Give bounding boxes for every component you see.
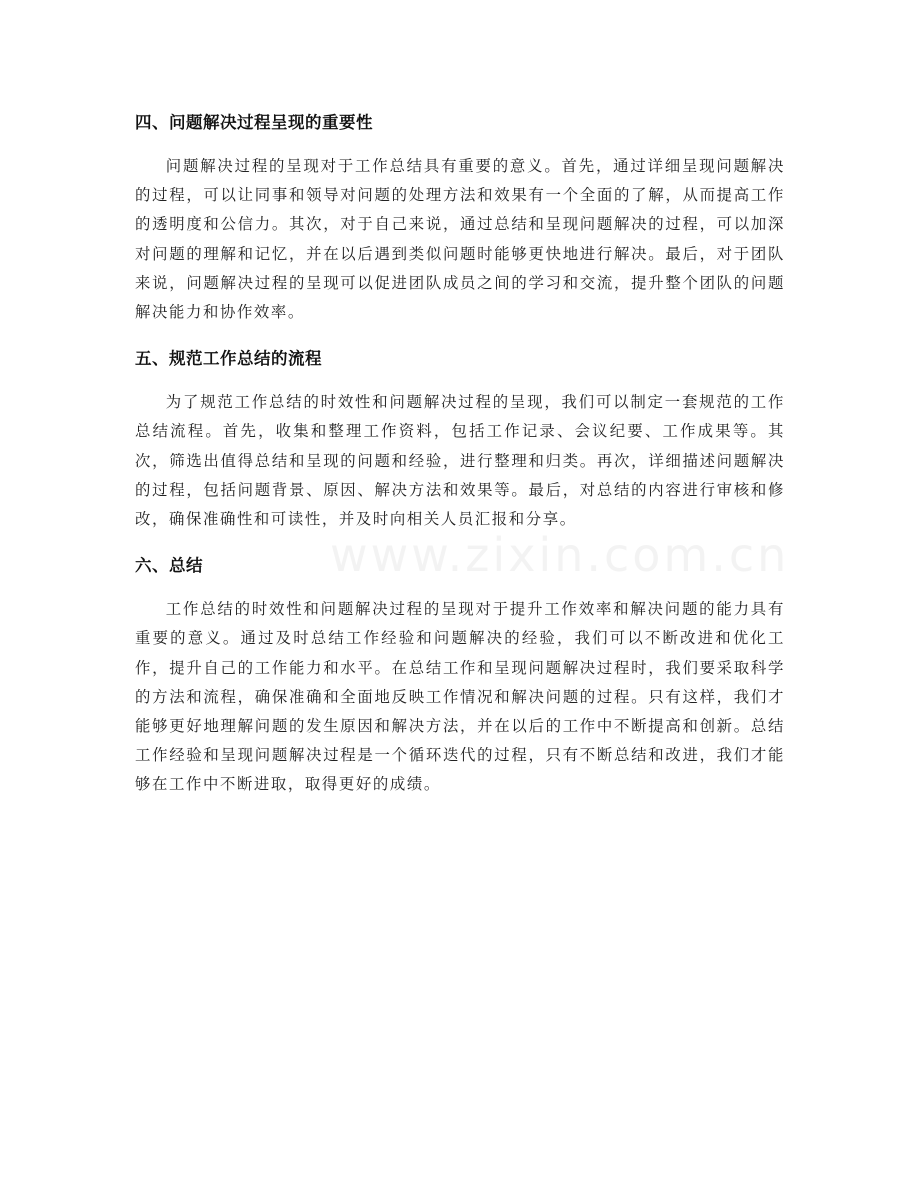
section-title-importance: 四、问题解决过程呈现的重要性 — [135, 113, 373, 132]
section-title-process: 五、规范工作总结的流程 — [135, 349, 322, 369]
section-body-importance: 问题解决过程的呈现对于工作总结具有重要的意义。首先，通过详细呈现问题解决的过程，可以让同事和领导对问题的处理方法和效果有一个全面的了解，从而提高工作的透明度和公信力。其次，对于自己来说，通过总结和呈现问题解决的过程，可以加深对问题的理解和记忆，并在以后遇到类似问题时能够更快地进行解决。最后，对于团队来说，问题解决过程的呈现可以促进团队成员之间的学习和交流，提升整个团队的问题解决能力和协作效率。 — [135, 157, 785, 322]
section-body-process: 为了规范工作总结的时效性和问题解决过程的呈现，我们可以制定一套规范的工作总结流程。首先，收集和整理工作资料，包括工作记录、会议纪要、工作成果等。其次，筛选出值得总结和呈现的问题和经验，进行整理和归类。再次，详细描述问题解决的过程，包括问题背景、原因、解决方法和效果等。最后，对总结的内容进行审核和修改，确保准确性和可读性，并及时向相关人员汇报和分享。 — [135, 393, 785, 529]
document-content — [135, 104, 785, 813]
section-title-summary: 六、总结 — [135, 556, 203, 576]
watermark: www.zixin.com.cn — [330, 528, 790, 582]
section-body-summary: 工作总结的时效性和问题解决过程的呈现对于提升工作效率和解决问题的能力具有重要的意义。通过及时总结工作经验和问题解决的经验，我们可以不断改进和优化工作，提升自己的工作能力和水平。在总结工作和呈现问题解决过程时，我们要采取科学的方法和流程，确保准确和全面地反映工作情况和解决问题的过程。只有这样，我们才能够更好地理解问题的发生原因和解决方法，并在以后的工作中不断提高和创新。总结工作经验和呈现问题解决过程是一个循环迭代的过程，只有不断总结和改进，我们才能够在工作中不断进取，取得更好的成绩。 — [135, 600, 785, 794]
